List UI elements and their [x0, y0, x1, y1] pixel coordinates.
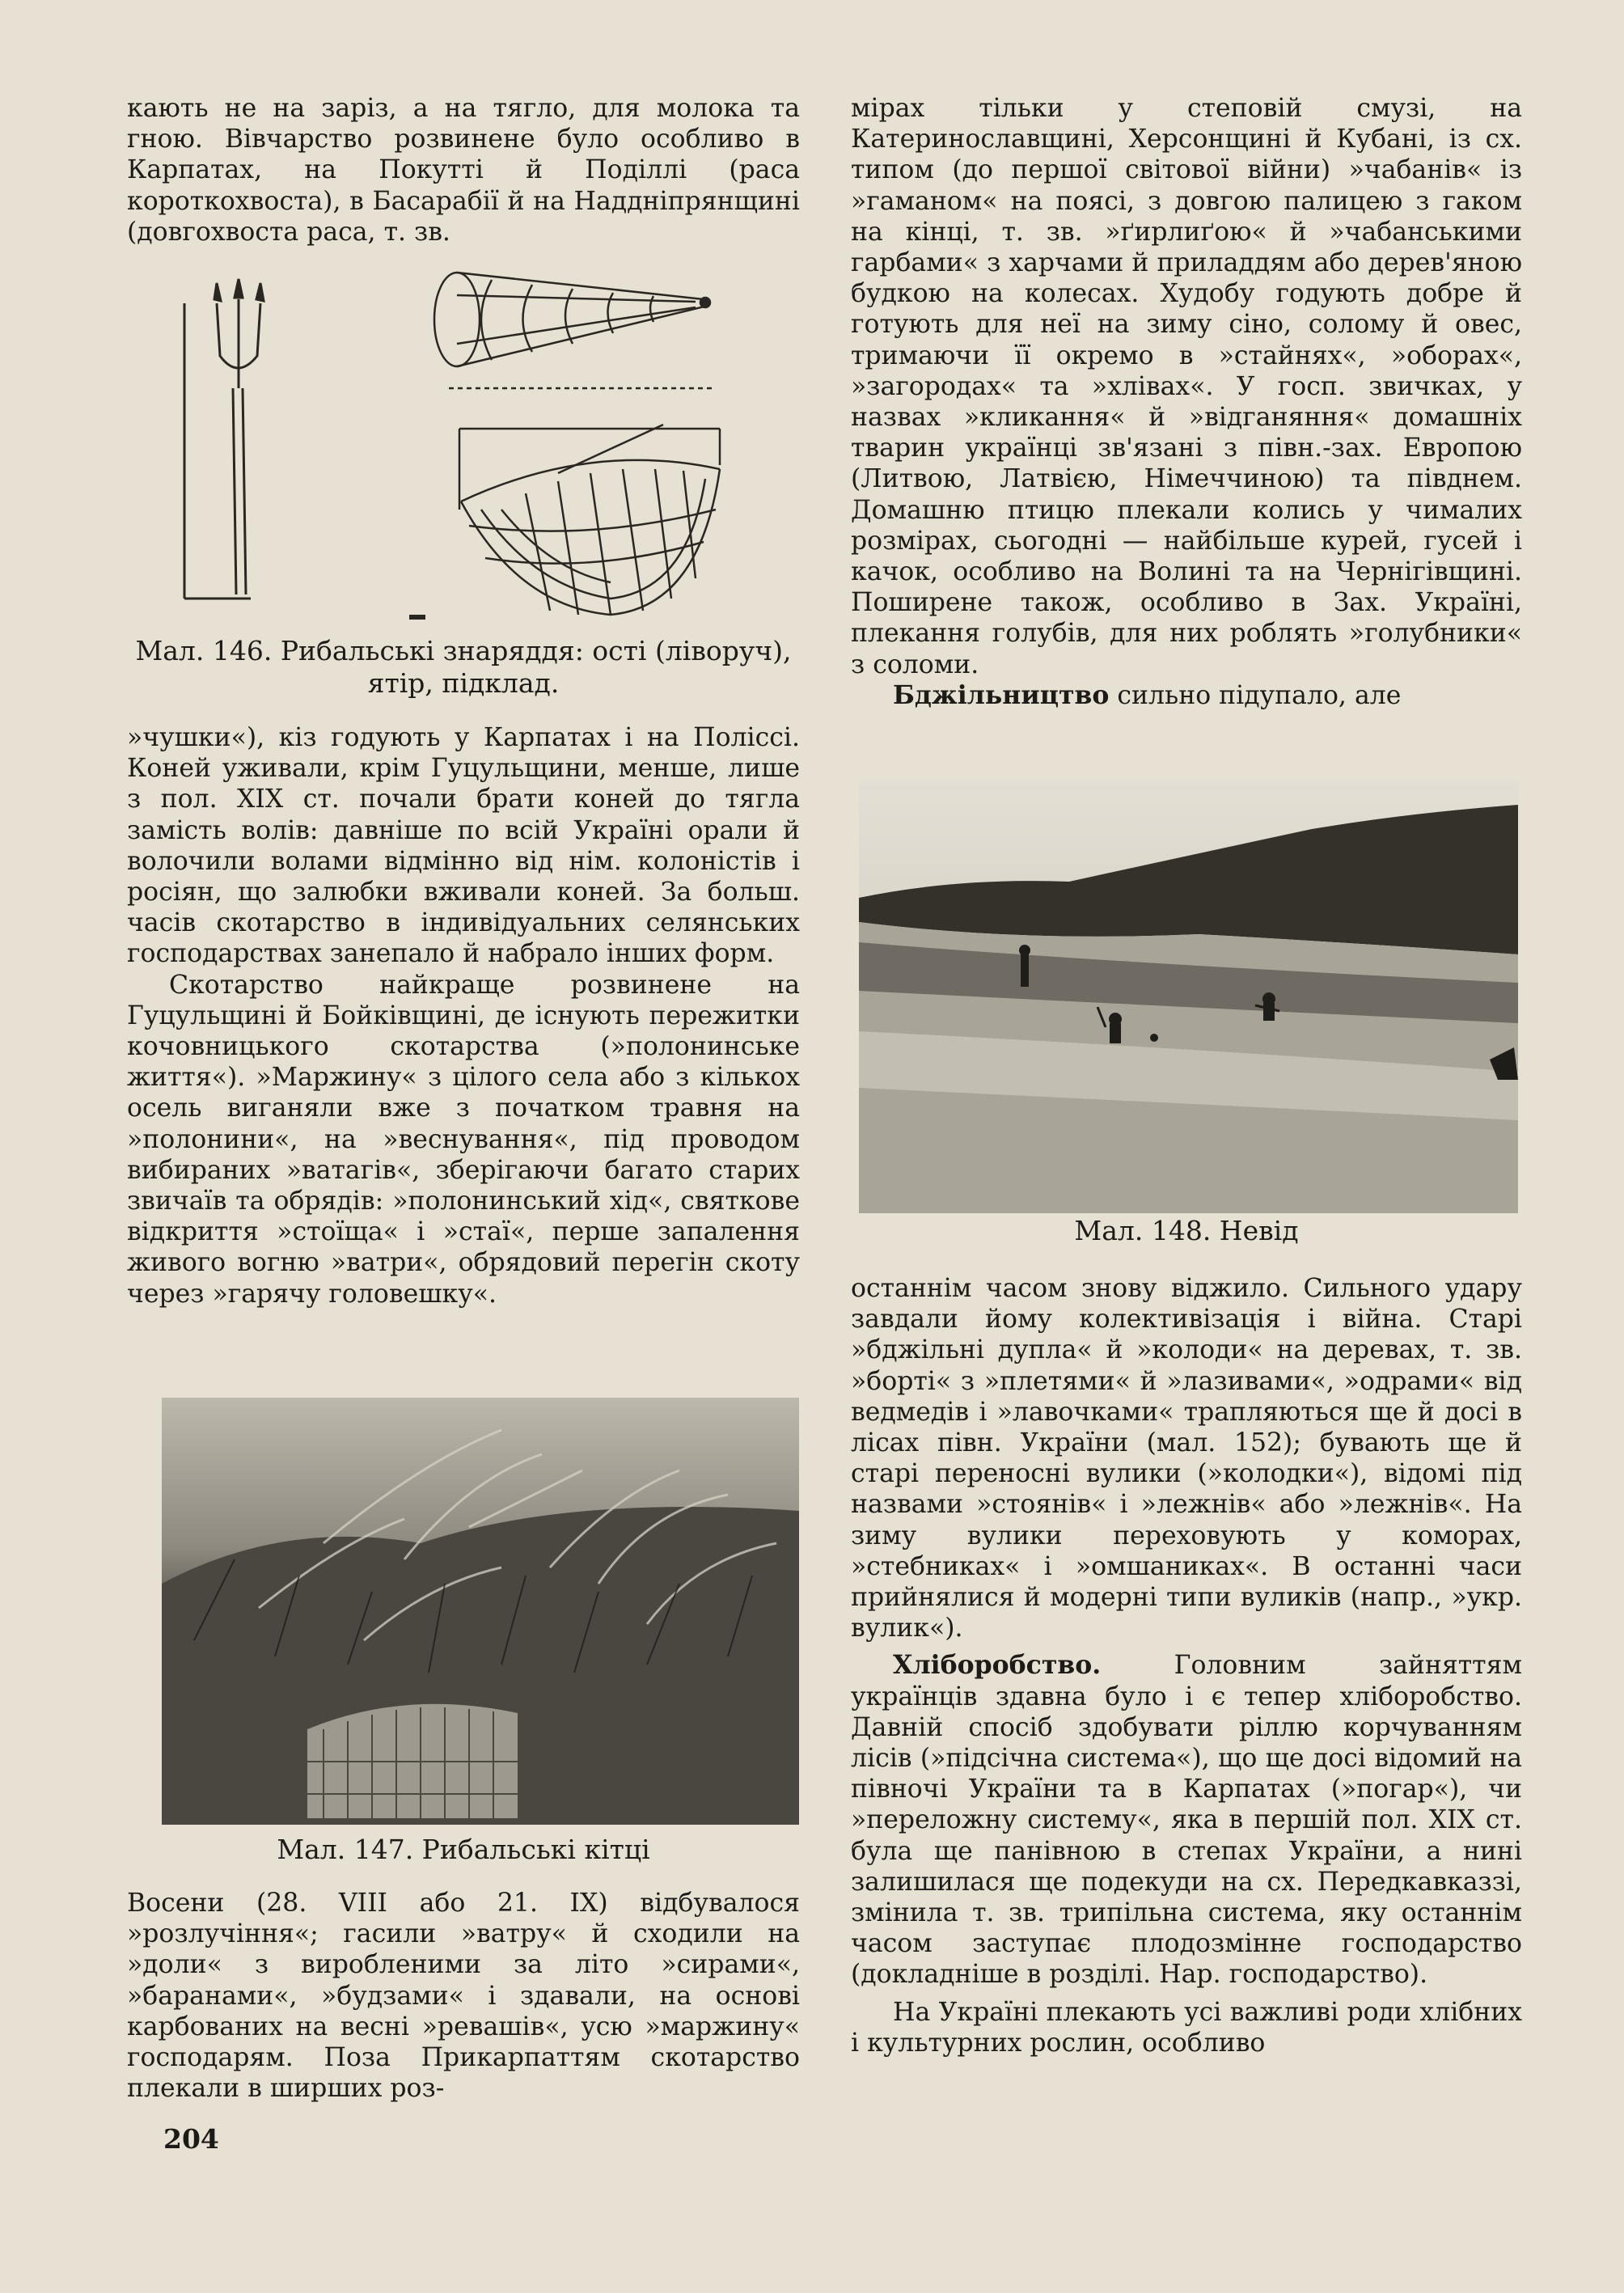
mark-icon — [409, 615, 425, 620]
fig146-caption: Мал. 146. Рибальські знаряддя: ості (ліворуч), ятір, підклад. — [135, 635, 792, 699]
left-top-paragraph: кають не на заріз, а на тягло, для молока та гною. Вівчарство розвинене було особливо в Карпатах, на Покутті й Поділлі (раса короткохвоста), в Басарабії й на Наддніпрянщині (довгохвоста раса, т. зв. — [127, 94, 800, 247]
fig148-photo — [859, 781, 1518, 1213]
fig147-photo — [162, 1398, 799, 1825]
paragraph-cattle-breeding: Скотарство найкраще розвинене на Гуцульщині й Бойківщині, де існують пережитки кочовницького скотарства (»полонинське життя«). »Маржину« з цілого села або з кількох осель виганяли вже з початком травня на »полонини«, на »веснування«, під проводом вибираних »ватагів«, зберігаючи багато старих звичаїв та обрядів: »полонинський хід«, святкове відкриття »стоїща« і »стаї«, перше запалення живого вогню »ватри«, обрядовий перегін скоту через »гарячу головешку«. — [127, 970, 800, 1309]
beekeeping-heading: Бджільництво — [893, 679, 1110, 710]
page-number: 204 — [163, 2123, 219, 2155]
left-bottom-paragraph: Восени (28. VIII або 21. IX) відбувалося »розлучіння«; гасили »ватру« й сходили на »доли« з виробленими за літо »сирами«, »баранами«, »будзами« і здавали, на основі карбованих на весні »ревашів«, усю »маржину« господарям. Поза Прикарпаттям скотарство плекали в ширших роз- — [127, 1889, 800, 2104]
trident-icon — [184, 279, 264, 599]
right-bottom-paragraphs — [851, 1273, 1522, 2058]
crops-paragraph: На Україні плекають усі важливі роди хлібних і культурних рослин, особливо — [851, 1997, 1522, 2058]
fig148-caption: Мал. 148. Невід — [1074, 1215, 1299, 1246]
dip-net-icon — [459, 425, 720, 615]
fig146-drawing — [170, 267, 736, 631]
left-middle-paragraphs — [127, 722, 800, 1309]
right-top-paragraph: мірах тільки у степовій смузі, на Катеринославщині, Херсонщині й Кубані, із сх. типом (до першої світової війни) »чабанів« із »гаманом« на поясі, з довгою палицею з гаком на кінці, т. зв. »ґирлиґою« й »чабанськими гарбами« з харчами й приладдям або дерев'яною будкою на колесах. Худобу годують добре й готують для неї на зиму сіно, солому й овес, тримаючи її окремо в »стайнях«, »оборах«, »загородах« та »хлівах«. У госп. звичках, у назвах »кликання« й »відганяння« домашніх тварин українці зв'язані з півн.-зах. Европою (Литвою, Латвією, Німеччиною) та півднем. Домашню птицю плекали колись у чималих розмірах, сьогодні — найбільше курей, гусей і качок, особливо на Волині та на Чернігівщині. Поширене також, особливо в Зах. Україні, плекання голубів, для них роблять »голубники« з соломи. Бджільництво сильно підупало, але — [851, 94, 1522, 710]
farming-paragraph: Хліборобство. Головним зайняттям українців здавна було і є тепер хліборобство. Давній спосіб здобувати ріллю корчуванням лісів (»підсічна система«), що ще досі відомий на півночі України та в Карпатах (»погар«), чи »переложну систему«, яка в першій пол. XIX ст. була ще панівною в степах України, а нині залишилася ще подекуди на сх. Передкавказзі, змінила т. зв. трипільна система, яку останнім часом заступає плодозмінне господарство (докладніше в розділі. Нар. господарство). — [851, 1650, 1522, 1990]
beekeeping-start: Бджільництво сильно підупало, але — [893, 679, 1402, 710]
beekeeping-continuation: останнім часом знову віджило. Сильного удару завдали йому колективізація і війна. Старі »бджільні дупла« й »колоди« на деревах, т. зв. »борті« з »плетями« й »лазивами«, »одрами« від ведмедів і »лавочками« трапляються ще й досі в лісах півн. України (мал. 152); бувають ще й старі переносні вулики (»колодки«), відомі під назвами »стоянів« і »лежнів« або »лежнів«. На зиму вулики переховують у коморах, »стебниках« і »омшаниках«. В останні часи прийнялися й модерні типи вуликів (напр., »укр. вулик«). — [851, 1274, 1522, 1644]
farming-heading: Хліборобство. — [893, 1650, 1102, 1681]
paragraph-goats-horses: »чушки«), кіз годують у Карпатах і на Поліссі. Коней уживали, крім Гуцульщини, менше, лише з пол. XIX ст. почали брати коней до тягла замість волів: давніше по всій Україні орали й волочили волами відмінно від нім. колоністів і росіян, що залюбки вживали коней. За больш. часів скотарство в індивідуальних селянських господарствах занепало й набрало інших форм. — [127, 723, 800, 969]
fish-trap-icon — [434, 273, 716, 388]
fig147-caption: Мал. 147. Рибальські кітці — [277, 1834, 650, 1865]
